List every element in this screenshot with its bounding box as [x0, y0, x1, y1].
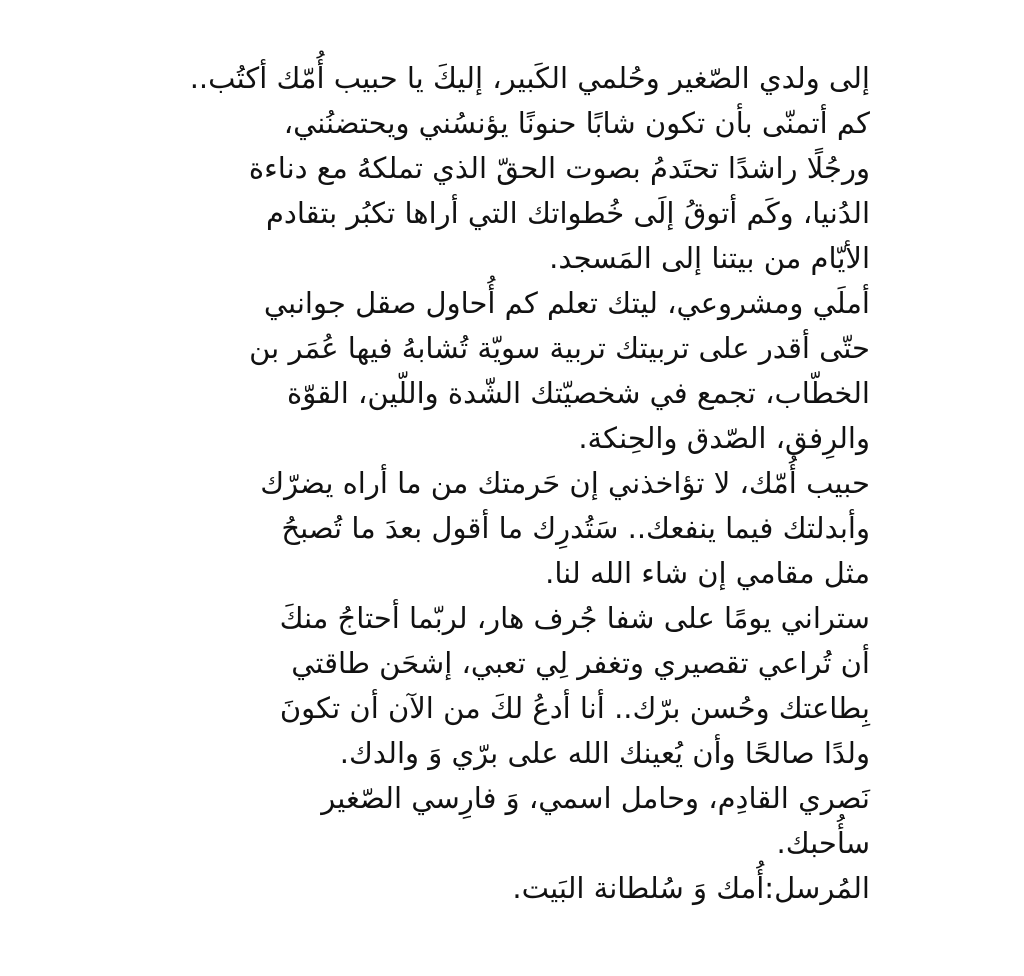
letter-line: والرِفق، الصّدق والحِنكة. — [578, 421, 870, 455]
letter-line: بِطاعتك وحُسن برّك.. أنا أدعُ لكَ من الآن أن تكونَ — [279, 691, 870, 725]
letter-line: ولدًا صالحًا وأن يُعينك الله على برّي وَ والدك. — [339, 736, 870, 770]
letter-line: أملَي ومشروعي، ليتك تعلم كم أُحاول صقل جوانبي — [263, 286, 870, 320]
letter-line: وأبدلتك فيما ينفعك.. سَتُدرِك ما أقول بعدَ ما تُصبحُ — [281, 511, 870, 545]
letter-line: حبيب أُمّك، لا تؤاخذني إن حَرمتك من ما أراه يضرّك — [260, 466, 870, 500]
letter-line: الخطّاب، تجمع في شخصيّتك الشّدة واللّين، القوّة — [287, 376, 870, 410]
letter-line: الأيّام من بيتنا إلى المَسجد. — [549, 241, 870, 275]
letter-line: مثل مقامي إن شاء الله لنا. — [545, 556, 870, 590]
letter-line: حتّى أقدر على تربيتك تربية سويّة تُشابهُ فيها عُمَر بن — [249, 331, 870, 365]
letter-text — [150, 56, 870, 911]
letter-line: الدُنيا، وكَم أتوقُ إلَى خُطواتك التي أراها تكبُر بتقادم — [265, 196, 870, 230]
letter-signature: المُرسل:أُمك وَ سُلطانة البَيت. — [512, 871, 870, 905]
letter-line: إلى ولدي الصّغير وحُلمي الكَبير، إليكَ يا حبيب أُمّك أكتُب.. — [189, 61, 870, 95]
letter-line: كم أتمنّى بأن تكون شابًا حنونًا يؤنسُني ويحتضنُني، — [283, 106, 870, 140]
letter-line: سأُحبك. — [776, 826, 870, 860]
letter-line: أن تُراعي تقصيري وتغفر لِي تعبي، إشحَن طاقتي — [291, 646, 870, 680]
letter-line: ستراني يومًا على شفا جُرف هار، لربّما أحتاجُ منكَ — [279, 601, 870, 635]
letter-line: ورجُلًا راشدًا تحتَدمُ بصوت الحقّ الذي تملكهُ مع دناءة — [248, 151, 870, 185]
letter-line: نَصري القادِم، وحامل اسمي، وَ فارِسي الصّغير — [321, 781, 870, 815]
